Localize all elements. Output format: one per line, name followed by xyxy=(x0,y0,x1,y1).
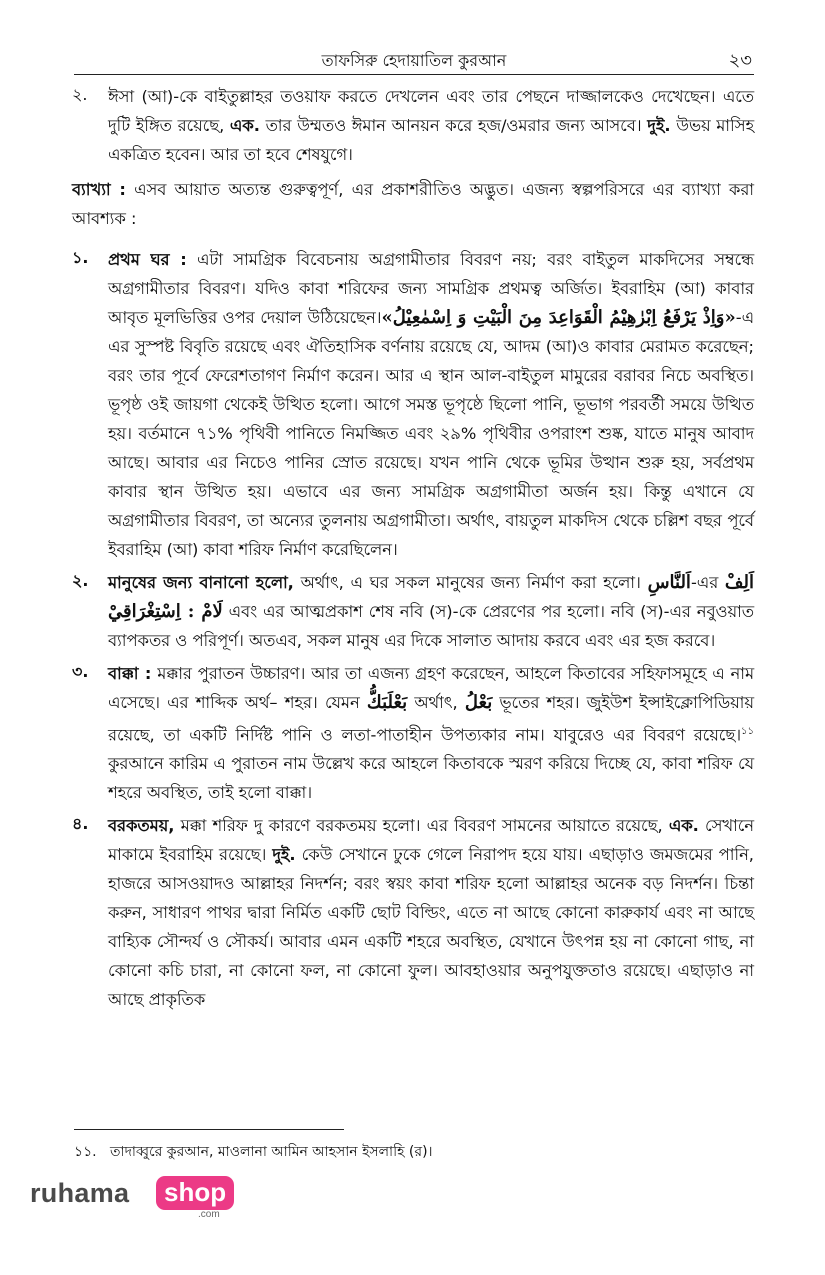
page-header xyxy=(74,40,754,75)
list-item xyxy=(72,568,754,655)
intro-text: ঈসা (আ)-কে বাইতুল্লাহর তওয়াফ করতে দেখলেন এবং তার পেছনে দাজ্জালকেও দেখেছেন। এতে দুটি ইঙ্গিত রয়েছে, এক. তার উম্মতও ঈমান আনয়ন করে হজ/ওমরার জন্য আসবে। দুই. উভয় মাসিহ একত্রিত হবেন। আর তা হবে শেষযুগে। xyxy=(108,87,754,164)
list-item-text: প্রথম ঘর : এটা সামগ্রিক বিবেচনায় অগ্রগামীতার বিবরণ নয়; বরং বাইতুল মাকদিসের সম্বন্ধে অগ্রগামীতার বিবরণ। যদিও কাবা শরিফের জন্য সামগ্রিক প্রথমত্ব অর্জিত। ইবরাহিম (আ) কাবার আবৃত মূলভিত্তির ওপর দেয়াল উঠিয়েছেন।«وَاِذْ يَرْفَعُ اِبْرٰهِيْمُ الْقَوَاعِدَ مِنَ الْبَيْتِ وَ اِسْمٰعِيْلُ»-এ এর সুস্পষ্ট বিবৃতি রয়েছে এবং ঐতিহাসিক বর্ণনায় রয়েছে যে, আদম (আ)ও কাবার মেরামত করেছেন; বরং তার পূর্বে ফেরেশতাগণ নির্মাণ করেন। আর এ স্থান আল-বাইতুল মামুরের বরাবর নিচে অবস্থিত। ভূপৃষ্ঠ ওই জায়গা থেকেই উত্থিত হলো। আগে সমস্ত ভূপৃষ্ঠে ছিলো পানি, ভূভাগ পরবর্তী সময়ে উত্থিত হয়। বর্তমানে ৭১% পৃথিবী পানিতে নিমজ্জিত এবং ২৯% পৃথিবীর ওপরাংশ শুষ্ক, যাতে মানুষ আবাদ আছে। আবার এর নিচেও পানির স্রোত রয়েছে। যখন পানি থেকে ভূমির উত্থান শুরু হয়, সর্বপ্রথম কাবার স্থান উত্থিত হয়। এভাবে এর জন্য সামগ্রিক অগ্রগামীতা অর্জন হয়। কিন্তু এখানে যে অগ্রগামীতার বিবরণ, তা অন্যের তুলনায় অগ্রগামীতা। অর্থাৎ, বায়তুল মাকদিস থেকে চল্লিশ বছর পূর্বে ইবরাহিম (আ) কাবা শরিফ নির্মাণ করেছিলেন। xyxy=(108,250,754,559)
list-item xyxy=(72,811,754,1014)
book-title: তাফসিরু হেদায়াতিল কুরআন xyxy=(321,51,507,70)
intro-paragraph xyxy=(72,82,754,169)
arabic-verse: «وَاِذْ يَرْفَعُ اِبْرٰهِيْمُ الْقَوَاعِدَ مِنَ الْبَيْتِ وَ اِسْمٰعِيْلُ» xyxy=(381,307,736,328)
logo-text: ruhama xyxy=(30,1178,130,1208)
footnote-text: তাদাব্বুরে কুরআন, মাওলানা আমিন আহসান ইসলাহি (র)। xyxy=(110,1144,433,1160)
logo-badge: shop xyxy=(156,1176,234,1210)
page-body xyxy=(72,82,754,1018)
list-item xyxy=(72,245,754,564)
list-item-text: বরকতময়, মক্কা শরিফ দু কারণে বরকতময় হলো। এর বিবরণ সামনের আয়াতে রয়েছে, এক. সেখানে মাকামে ইবরাহিম রয়েছে। দুই. কেউ সেখানে ঢুকে গেলে নিরাপদ হয়ে যায়। এছাড়াও জমজমের পানি, হাজরে আসওয়াদও আল্লাহর নিদর্শন; বরং স্বয়ং কাবা শরিফ হলো আল্লাহর অনেক বড় নিদর্শন। চিন্তা করুন, সাধারণ পাথর দ্বারা নির্মিত একটি ছোট বিল্ডিং, এতে না আছে কোনো কারুকার্য এবং না আছে বাহ্যিক সৌন্দর্য ও সৌকর্য। আবার এমন একটি শহরে অবস্থিত, যেখানে উৎপন্ন হয় না কোনো গাছ, না কোনো কচি চারা, না কোনো ফল, না কোনো ফুল। আবহাওয়ার অনুপযুক্ততাও রয়েছে। এছাড়াও না আছে প্রাকৃতিক xyxy=(108,816,755,1010)
intro-number: ২. xyxy=(72,85,88,104)
arabic-word: اَلنَّاسِ xyxy=(647,572,691,593)
list-item xyxy=(72,659,754,807)
list-item-number: ১. xyxy=(72,248,89,267)
logo-domain: .com xyxy=(198,1209,220,1220)
list-item-text: বাক্কা : মক্কার পুরাতন উচ্চারণ। আর তা এজন্য গ্রহণ করেছেন, আহলে কিতাবের সহিফাসমূহে এ নাম এসেছে। এর শাব্দিক অর্থ– শহর। যেমন بَعْلَبَكُّ অর্থাৎ, بَعْلُ ভূতের শহর। জুইউশ ইন্সাইক্লোপিডিয়ায় রয়েছে, তা একটি নির্দিষ্ট পানি ও লতা-পাতাহীন উপত্যকার নাম। যাবুরেও এর বিবরণ রয়েছে।$^{১১}$ কুরআনে কারিম এ পুরাতন নাম উল্লেখ করে আহলে কিতাবকে স্মরণ করিয়ে দিচ্ছে যে, কাবা শরিফ যে শহরে অবস্থিত, তাই হলো বাক্কা। xyxy=(108,664,754,803)
list-item-number: ৩. xyxy=(72,662,89,681)
arabic-word: اَلِفْ لَامْ : اِسْتِغْرَاقِيْ xyxy=(108,572,754,622)
explanation-paragraph: ব্যাখ্যা : এসব আয়াত অত্যন্ত গুরুত্বপূর্ণ, এর প্রকাশরীতিও অদ্ভুত। এজন্য স্বল্পপরিসরে এর ব্যাখ্যা করা আবশ্যক : xyxy=(72,180,754,228)
arabic-word: بَعْلَبَكُّ xyxy=(366,692,408,713)
footnote-divider xyxy=(74,1129,344,1130)
explanation-list xyxy=(72,245,754,1014)
footnote-ref: ১১ xyxy=(741,726,754,737)
page-number: ২৩ xyxy=(728,50,752,71)
list-item-number: ২. xyxy=(72,571,89,590)
list-item-text: মানুষের জন্য বানানো হলো, অর্থাৎ, এ ঘর সকল মানুষের জন্য নির্মাণ করা হলো। اَلنَّاسِ-এর اَلِفْ لَامْ : اِسْتِغْرَاقِيْ এবং এর আত্মপ্রকাশ শেষ নবি (স)-কে প্রেরণের পর হলো। নবি (স)-এর নবুওয়াত ব্যাপকতর ও পরিপূর্ণ। অতএব, সকল মানুষ এর দিকে সালাত আদায় করবে এবং এর হজ করবে। xyxy=(108,572,755,650)
arabic-word: بَعْلُ xyxy=(464,692,493,713)
explanation-label: ব্যাখ্যা : xyxy=(72,180,126,199)
footnote-number: ১১. xyxy=(74,1144,97,1160)
footnote xyxy=(74,1140,433,1164)
list-item-number: ৪. xyxy=(72,814,89,834)
